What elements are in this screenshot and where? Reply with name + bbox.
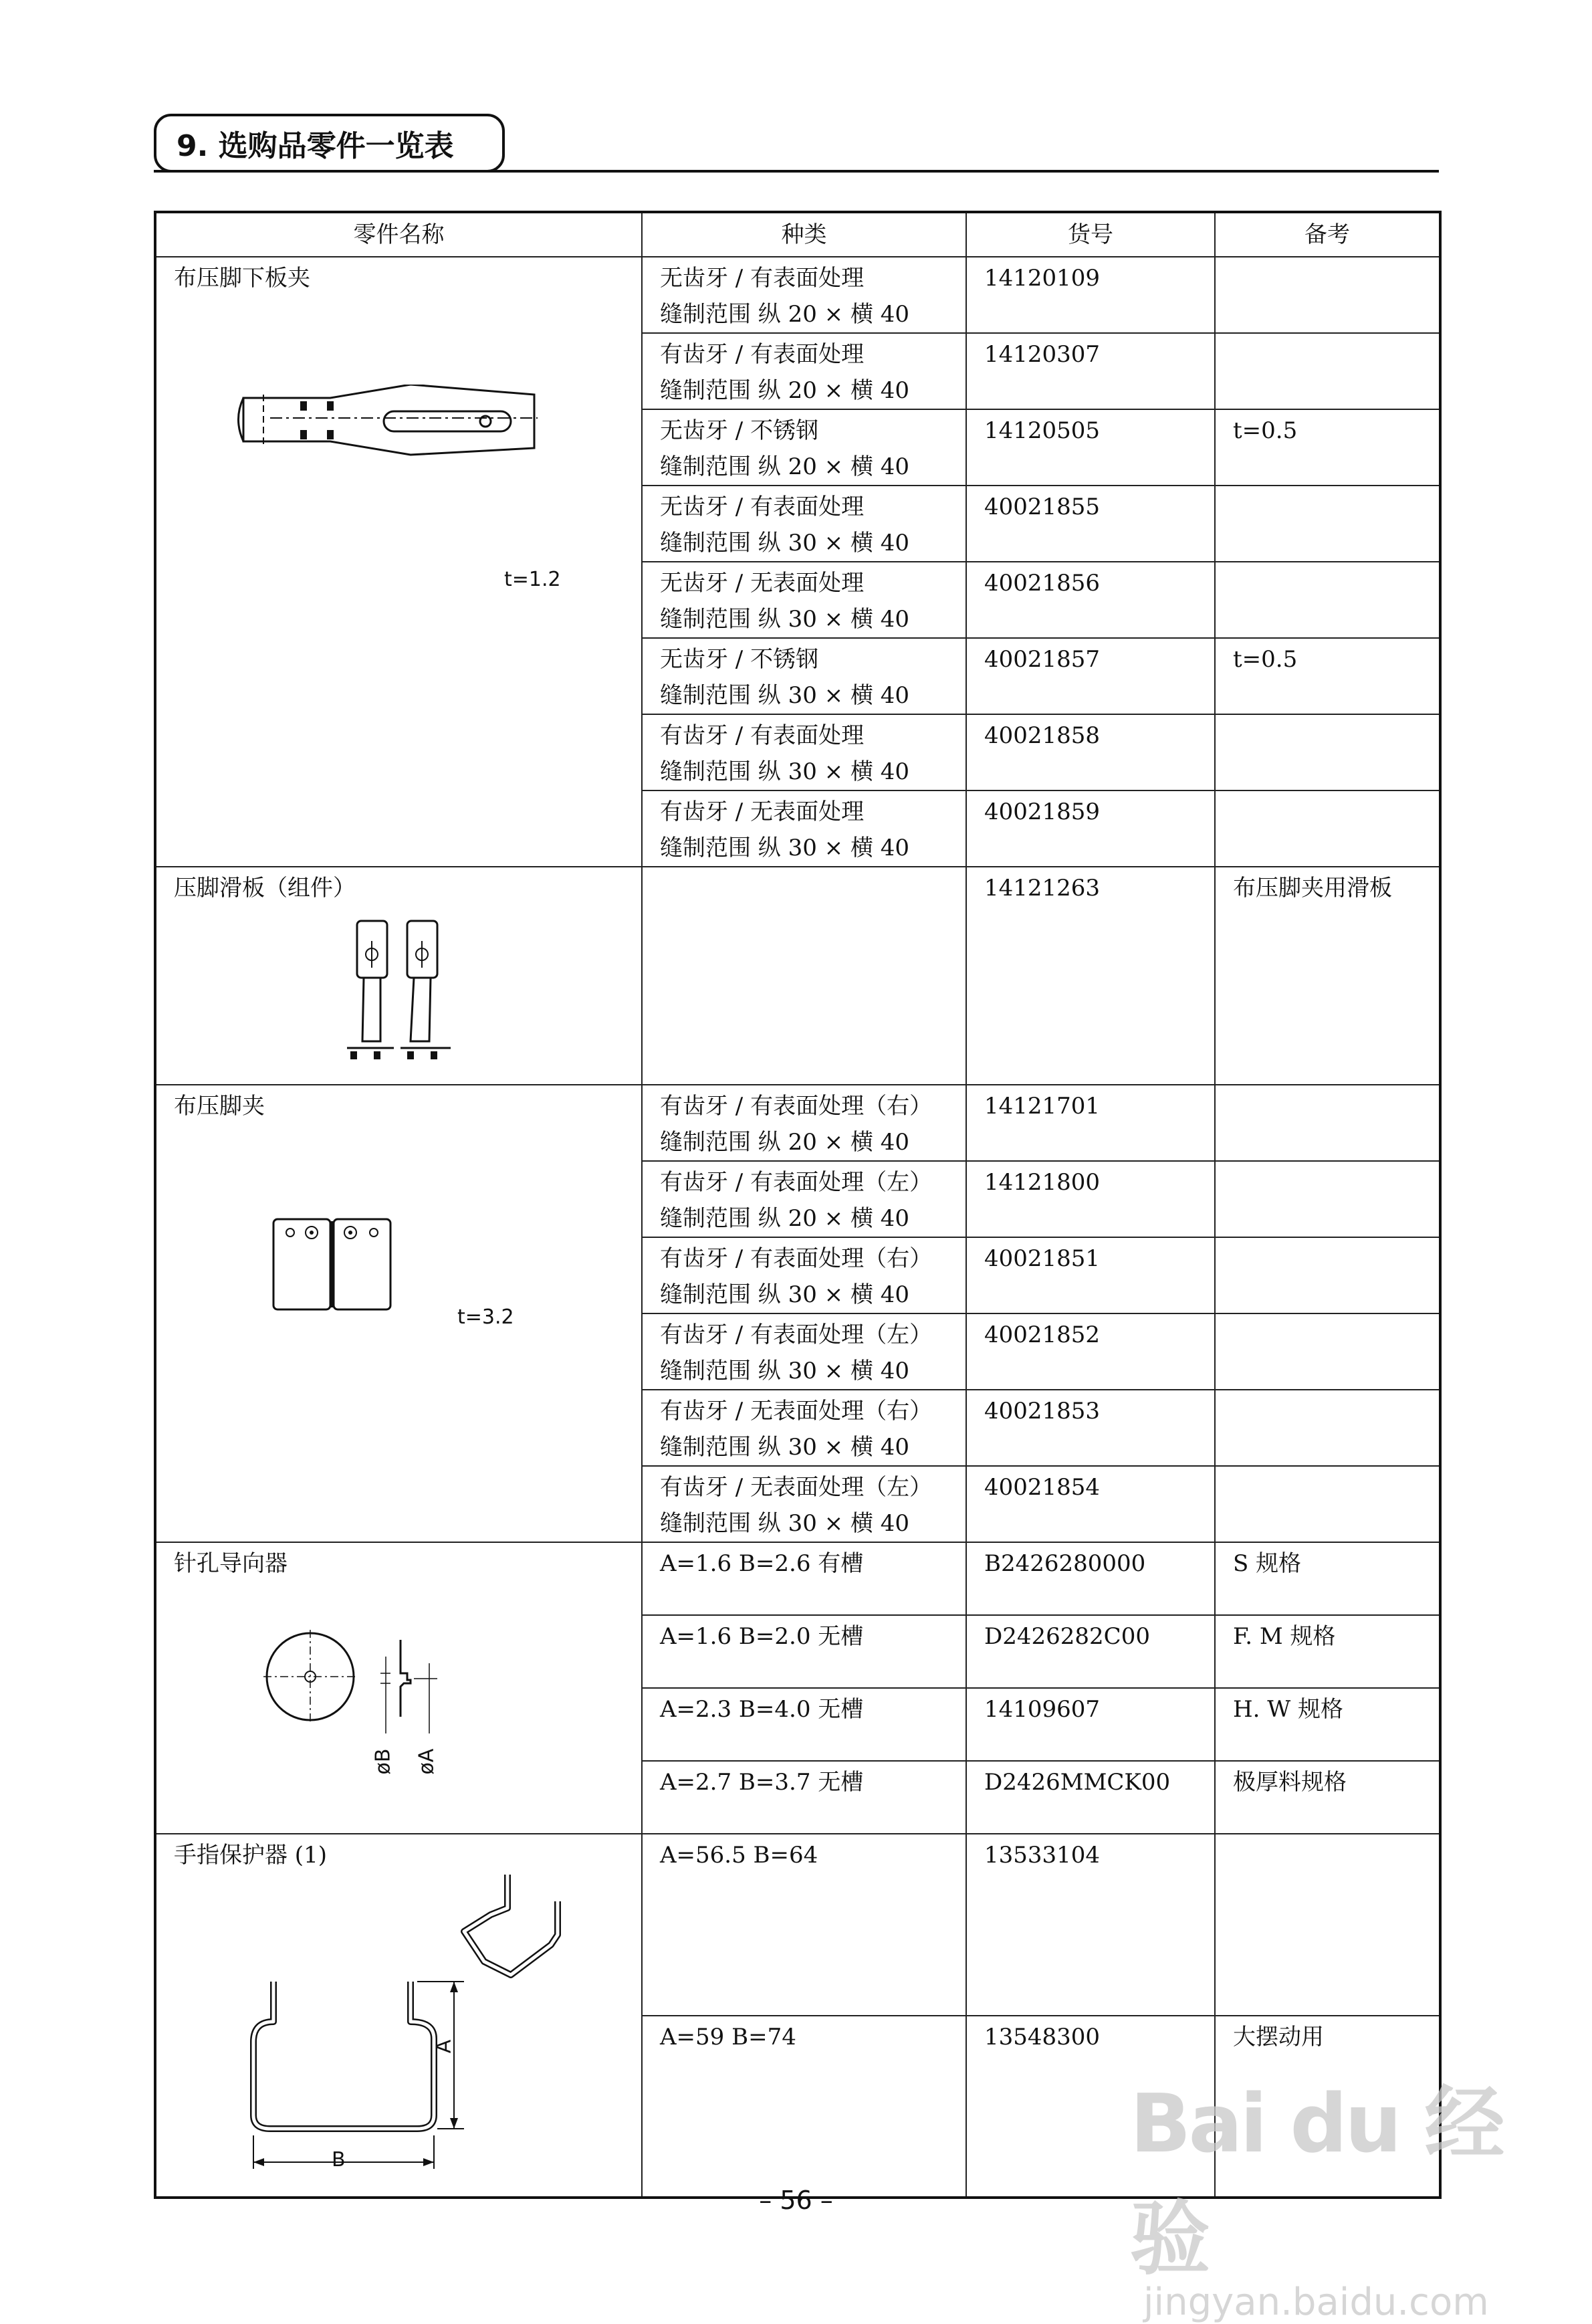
note-cell: F. M 规格 xyxy=(1215,1615,1440,1688)
type-cell xyxy=(642,1615,966,1688)
note-cell: H. W 规格 xyxy=(1215,1688,1440,1761)
note-cell xyxy=(1215,1237,1440,1313)
code-cell: 14121701 xyxy=(966,1085,1215,1161)
type-cell xyxy=(642,1390,966,1466)
type-cell xyxy=(642,257,966,333)
type-line: 有齿牙 / 有表面处理（左） xyxy=(660,1322,933,1348)
code-cell: D2426MMCK00 xyxy=(966,1761,1215,1834)
cloth-clamp-lower-plate-figure xyxy=(230,385,564,518)
title-underline xyxy=(154,170,1439,173)
type-line: 缝制范围 纵 30 × 横 40 xyxy=(660,1358,910,1384)
table-row xyxy=(155,1542,1440,1615)
diameter-b-label: øB xyxy=(371,1748,395,1775)
part-name-cell xyxy=(155,1085,642,1542)
note-cell xyxy=(1215,1466,1440,1542)
part-name: 压脚滑板（组件） xyxy=(174,875,356,902)
header-note: 备考 xyxy=(1215,212,1440,257)
type-line: 缝制范围 纵 30 × 横 40 xyxy=(660,530,910,556)
code-cell: 14120109 xyxy=(966,257,1215,333)
table-row xyxy=(155,1085,1440,1161)
note-cell xyxy=(1215,1313,1440,1390)
type-line: 缝制范围 纵 20 × 横 40 xyxy=(660,1129,910,1156)
note-cell: 极厚料规格 xyxy=(1215,1761,1440,1834)
type-cell xyxy=(642,333,966,409)
type-line: A=2.3 B=4.0 无槽 xyxy=(660,1696,864,1723)
type-line: A=56.5 B=64 xyxy=(660,1842,818,1869)
type-line: 无齿牙 / 无表面处理 xyxy=(660,570,865,597)
code-cell: 13533104 xyxy=(966,1834,1215,2016)
part-name-cell xyxy=(155,257,642,867)
code-cell: 14121800 xyxy=(966,1161,1215,1237)
parts-table xyxy=(154,211,1442,2199)
part-name-cell xyxy=(155,1542,642,1834)
type-cell xyxy=(642,562,966,638)
code-cell: 40021854 xyxy=(966,1466,1215,1542)
note-cell xyxy=(1215,562,1440,638)
code-cell: 14121263 xyxy=(966,867,1215,1085)
note-cell: t=0.5 xyxy=(1215,638,1440,714)
type-cell xyxy=(642,1834,966,2016)
type-line: A=59 B=74 xyxy=(660,2024,796,2050)
note-cell xyxy=(1215,1161,1440,1237)
note-cell xyxy=(1215,1085,1440,1161)
type-line: 无齿牙 / 有表面处理 xyxy=(660,494,865,520)
code-cell: B2426280000 xyxy=(966,1542,1215,1615)
note-cell xyxy=(1215,257,1440,333)
type-cell xyxy=(642,486,966,562)
code-cell: 40021858 xyxy=(966,714,1215,790)
needle-hole-guide-figure xyxy=(263,1616,491,1770)
type-line: A=1.6 B=2.6 有槽 xyxy=(660,1550,864,1577)
table-header-row xyxy=(155,212,1440,257)
type-line: 有齿牙 / 有表面处理（右） xyxy=(660,1245,933,1272)
note-cell xyxy=(1215,486,1440,562)
thickness-label: t=3.2 xyxy=(457,1305,514,1329)
type-line: 有齿牙 / 有表面处理 xyxy=(660,341,865,368)
type-cell xyxy=(642,1313,966,1390)
part-name: 布压脚下板夹 xyxy=(174,265,310,292)
dimension-a-label: A xyxy=(432,2039,456,2054)
code-cell: 14109607 xyxy=(966,1688,1215,1761)
dimension-b-label: B xyxy=(332,2148,346,2172)
header-type: 种类 xyxy=(642,212,966,257)
note-cell: t=0.5 xyxy=(1215,409,1440,486)
watermark-url: jingyan.baidu.com xyxy=(1143,2281,1489,2324)
table-row xyxy=(155,1834,1440,2016)
note-cell xyxy=(1215,333,1440,409)
type-cell xyxy=(642,409,966,486)
code-cell: 13548300 xyxy=(966,2016,1215,2198)
type-line: 缝制范围 纵 30 × 横 40 xyxy=(660,682,910,709)
code-cell: D2426282C00 xyxy=(966,1615,1215,1688)
type-line: 缝制范围 纵 30 × 横 40 xyxy=(660,758,910,785)
type-cell xyxy=(642,1237,966,1313)
type-line: 缝制范围 纵 20 × 横 40 xyxy=(660,453,910,480)
diameter-a-label: øA xyxy=(415,1748,439,1775)
type-cell xyxy=(642,1085,966,1161)
note-cell: S 规格 xyxy=(1215,1542,1440,1615)
type-line: 缝制范围 纵 20 × 横 40 xyxy=(660,377,910,404)
part-name: 针孔导向器 xyxy=(174,1550,288,1577)
type-line: 有齿牙 / 无表面处理（右） xyxy=(660,1398,933,1424)
type-cell xyxy=(642,867,966,1085)
type-line: 缝制范围 纵 30 × 横 40 xyxy=(660,835,910,861)
presser-slide-plate-figure xyxy=(344,914,477,1075)
type-line: 缝制范围 纵 30 × 横 40 xyxy=(660,1510,910,1537)
type-line: A=2.7 B=3.7 无槽 xyxy=(660,1769,864,1796)
code-cell: 40021855 xyxy=(966,486,1215,562)
type-cell xyxy=(642,638,966,714)
type-cell xyxy=(642,1761,966,1834)
table-row xyxy=(155,867,1440,1085)
finger-guard-figure xyxy=(197,1861,624,2182)
type-line: 缝制范围 纵 30 × 横 40 xyxy=(660,1434,910,1461)
type-line: 有齿牙 / 有表面处理（左） xyxy=(660,1169,933,1196)
type-line: 无齿牙 / 不锈钢 xyxy=(660,417,819,444)
note-cell: 布压脚夹用滑板 xyxy=(1215,867,1440,1085)
type-line: 有齿牙 / 有表面处理 xyxy=(660,722,865,749)
type-cell xyxy=(642,1161,966,1237)
type-line: 有齿牙 / 无表面处理 xyxy=(660,799,865,825)
note-cell xyxy=(1215,790,1440,867)
page-number: – 56 – xyxy=(759,2186,833,2215)
header-part-name: 零件名称 xyxy=(155,212,642,257)
part-name: 布压脚夹 xyxy=(174,1093,265,1120)
note-cell xyxy=(1215,1834,1440,2016)
type-line: 无齿牙 / 不锈钢 xyxy=(660,646,819,673)
note-cell xyxy=(1215,714,1440,790)
code-cell: 40021852 xyxy=(966,1313,1215,1390)
note-cell xyxy=(1215,1390,1440,1466)
thickness-label: t=1.2 xyxy=(504,568,561,591)
cloth-clamp-figure xyxy=(270,1216,404,1316)
type-cell xyxy=(642,1542,966,1615)
code-cell: 40021851 xyxy=(966,1237,1215,1313)
type-line: 有齿牙 / 有表面处理（右） xyxy=(660,1093,933,1120)
section-title xyxy=(154,114,505,173)
code-cell: 40021856 xyxy=(966,562,1215,638)
type-cell xyxy=(642,2016,966,2198)
code-cell: 14120307 xyxy=(966,333,1215,409)
part-name-cell xyxy=(155,1834,642,2198)
part-name: 手指保护器 (1) xyxy=(174,1842,327,1869)
type-line: A=1.6 B=2.0 无槽 xyxy=(660,1623,864,1650)
watermark-logo: Bai du 经验 xyxy=(1130,2078,1502,2286)
type-line: 缝制范围 纵 20 × 横 40 xyxy=(660,1205,910,1232)
section-title-text: 9. 选购品零件一览表 xyxy=(177,129,454,163)
type-line: 缝制范围 纵 30 × 横 40 xyxy=(660,606,910,633)
type-line: 有齿牙 / 无表面处理（左） xyxy=(660,1474,933,1501)
note-cell: 大摆动用 xyxy=(1215,2016,1440,2198)
code-cell: 14120505 xyxy=(966,409,1215,486)
type-cell xyxy=(642,1466,966,1542)
type-line: 缝制范围 纵 20 × 横 40 xyxy=(660,301,910,328)
type-cell xyxy=(642,714,966,790)
table-row xyxy=(155,257,1440,333)
header-code: 货号 xyxy=(966,212,1215,257)
type-cell xyxy=(642,1688,966,1761)
type-cell xyxy=(642,790,966,867)
type-line: 无齿牙 / 有表面处理 xyxy=(660,265,865,292)
code-cell: 40021857 xyxy=(966,638,1215,714)
type-line: 缝制范围 纵 30 × 横 40 xyxy=(660,1281,910,1308)
code-cell: 40021853 xyxy=(966,1390,1215,1466)
part-name-cell xyxy=(155,867,642,1085)
code-cell: 40021859 xyxy=(966,790,1215,867)
